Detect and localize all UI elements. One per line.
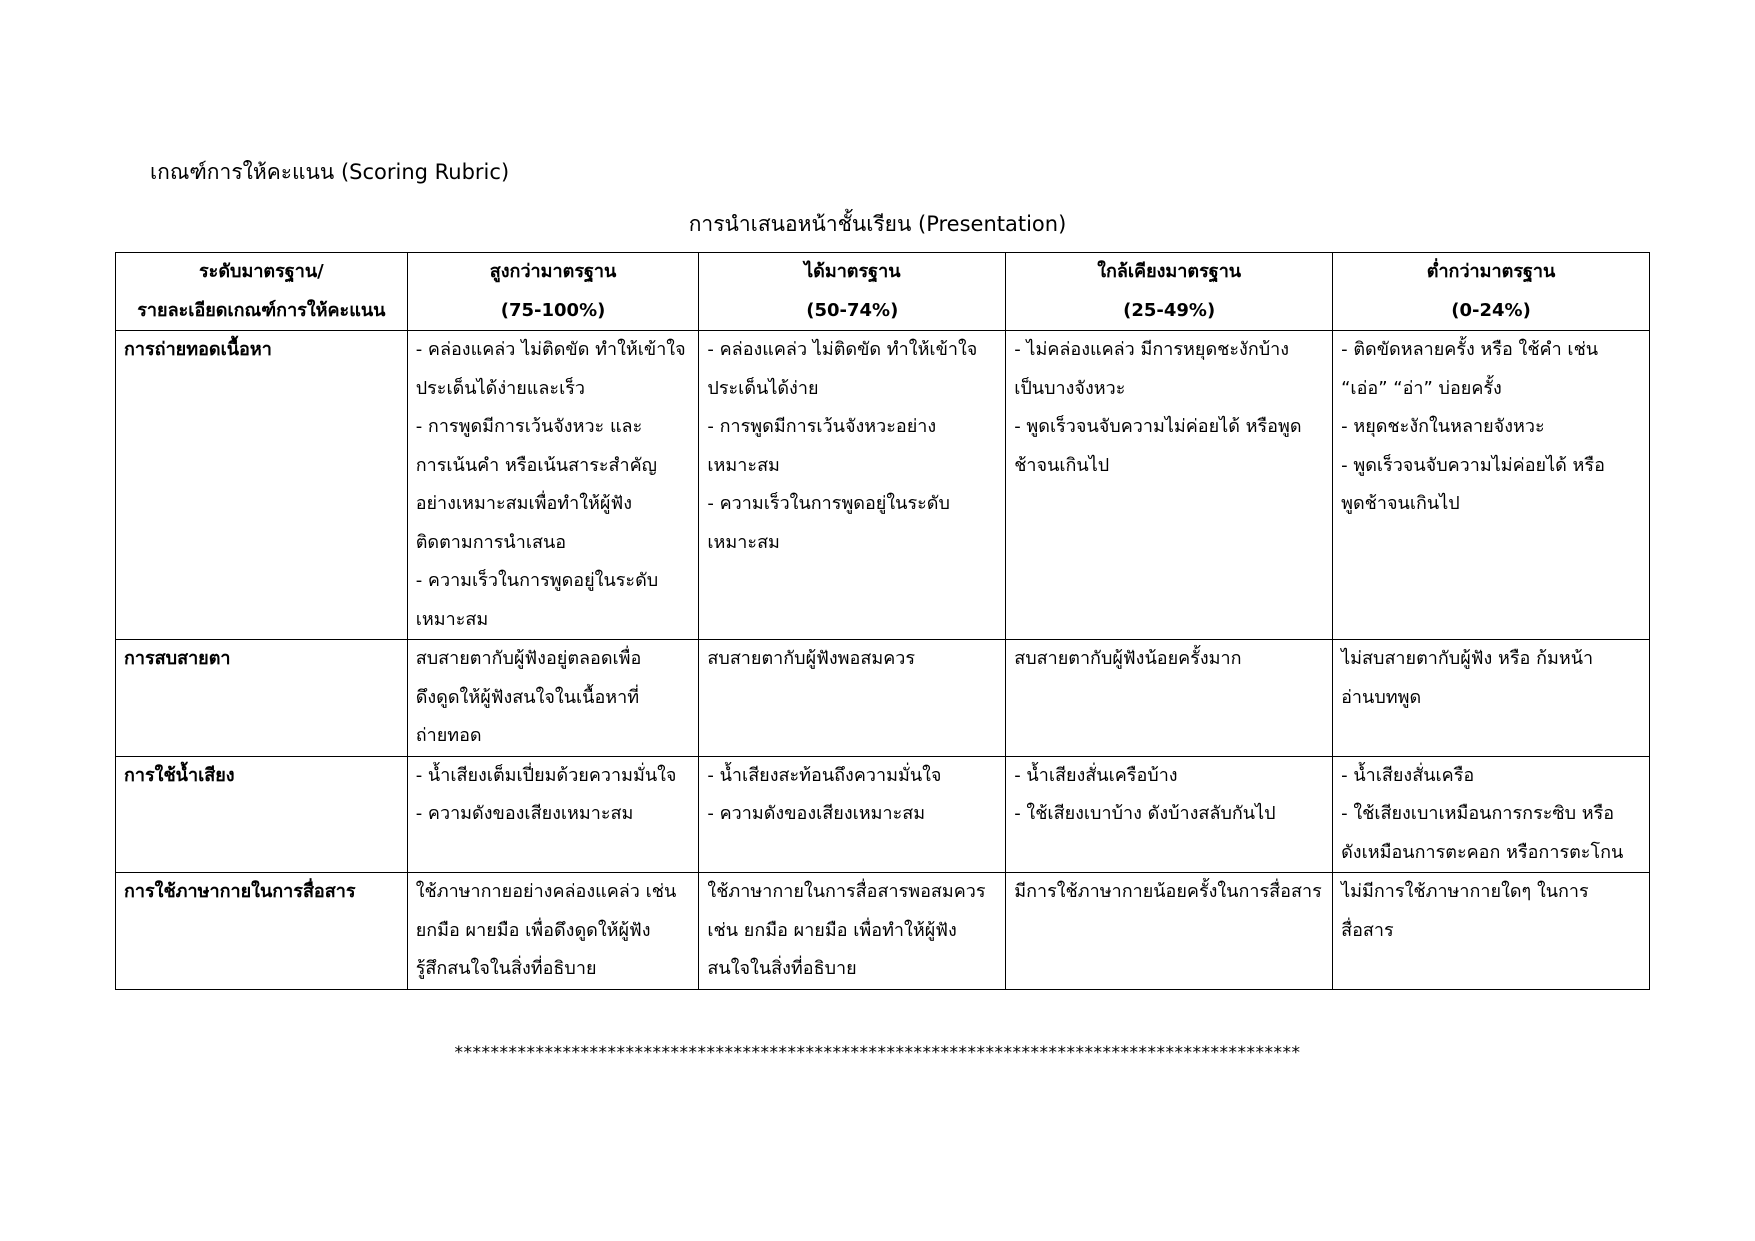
cell-line: ดังเหมือนการตะคอก หรือการตะโกน: [1341, 841, 1624, 863]
cell-line: สบสายตากับผู้ฟังน้อยครั้งมาก: [1014, 648, 1242, 669]
cell-line: สบสายตากับผู้ฟังอยู่ตลอดเพื่อ: [415, 648, 642, 669]
criterion-cell: การใช้น้ำเสียง: [116, 756, 408, 873]
cell-line: - น้ำเสียงสั่นเครือ: [1341, 764, 1475, 786]
rubric-cell: [1006, 331, 1333, 640]
rubric-cell: [1006, 873, 1333, 990]
cell-line: - ความเร็วในการพูดอยู่ในระดับ: [707, 493, 950, 514]
cell-line: เป็นบางจังหวะ: [1014, 377, 1126, 399]
page-heading: เกณฑ์การให้คะแนน (Scoring Rubric): [150, 160, 510, 184]
rubric-table: [115, 252, 1650, 990]
header-line: (50-74%): [806, 299, 899, 321]
header-line: (0-24%): [1451, 299, 1531, 321]
table-row: [116, 331, 1650, 640]
header-cell-near-standard: [1006, 253, 1333, 331]
table-row: [116, 756, 1650, 873]
cell-line: - ใช้เสียงเบาบ้าง ดังบ้างสลับกันไป: [1014, 803, 1276, 824]
rubric-cell: [1006, 756, 1333, 873]
cell-line: เหมาะสม: [415, 608, 489, 630]
rubric-cell: [1333, 640, 1650, 757]
rubric-title: การนำเสนอหน้าชั้นเรียน (Presentation): [688, 212, 1067, 236]
cell-line: ประเด็นได้ง่าย: [707, 377, 819, 399]
cell-line: - น้ำเสียงเต็มเปี่ยมด้วยความมั่นใจ: [415, 764, 677, 786]
header-line: สูงกว่ามาตรฐาน: [489, 261, 617, 282]
rubric-cell: [407, 331, 699, 640]
cell-line: เช่น ยกมือ ผายมือ เพื่อทำให้ผู้ฟัง: [707, 919, 957, 941]
cell-line: ยกมือ ผายมือ เพื่อดึงดูดให้ผู้ฟัง: [415, 919, 651, 941]
header-line: ได้มาตรฐาน: [804, 261, 901, 282]
rubric-cell: [699, 640, 1006, 757]
cell-line: สนใจในสิ่งที่อธิบาย: [707, 958, 857, 979]
header-line: ต่ำกว่ามาตรฐาน: [1426, 261, 1556, 282]
cell-line: เหมาะสม: [707, 454, 780, 476]
footer-divider: **********************************************************************************************: [454, 1043, 1301, 1063]
header-line: (25-49%): [1123, 299, 1216, 321]
rubric-cell: [1333, 331, 1650, 640]
cell-line: ใช้ภาษากายอย่างคล่องแคล่ว เช่น: [415, 881, 677, 902]
cell-line: - ใช้เสียงเบาเหมือนการกระซิบ หรือ: [1341, 803, 1615, 824]
criterion-cell: การใช้ภาษากายในการสื่อสาร: [116, 873, 408, 990]
cell-line: - น้ำเสียงสั่นเครือบ้าง: [1014, 764, 1178, 786]
cell-line: อ่านบทพูด: [1341, 686, 1422, 708]
criterion-cell: การสบสายตา: [116, 640, 408, 757]
cell-line: - พูดเร็วจนจับความไม่ค่อยได้ หรือ: [1341, 454, 1605, 476]
cell-line: ไม่มีการใช้ภาษากายใดๆ ในการสื่อสาร: [1341, 881, 1589, 941]
cell-line: ถ่ายทอด: [415, 725, 482, 746]
cell-line: ประเด็นได้ง่ายและเร็ว: [415, 377, 586, 399]
criterion-cell: การถ่ายทอดเนื้อหา: [116, 331, 408, 640]
table-row: [116, 873, 1650, 990]
cell-line: รู้สึกสนใจในสิ่งที่อธิบาย: [415, 958, 597, 979]
cell-line: - ความดังของเสียงเหมาะสม: [415, 803, 634, 824]
cell-line: ดึงดูดให้ผู้ฟังสนใจในเนื้อหาที่: [415, 686, 640, 708]
header-cell-below-standard: [1333, 253, 1650, 331]
cell-line: พูดช้าจนเกินไป: [1341, 493, 1460, 514]
rubric-cell: [699, 756, 1006, 873]
cell-line: “เอ่อ” “อ่า” บ่อยครั้ง: [1341, 377, 1502, 399]
rubric-cell: [1333, 756, 1650, 873]
rubric-cell: [699, 873, 1006, 990]
cell-line: - การพูดมีการเว้นจังหวะอย่าง: [707, 416, 937, 437]
cell-line: - ติดขัดหลายครั้ง หรือ ใช้คำ เช่น: [1341, 339, 1599, 360]
header-line: ใกล้เคียงมาตรฐาน: [1097, 261, 1242, 282]
cell-line: เหมาะสม: [707, 531, 780, 553]
cell-line: - ความเร็วในการพูดอยู่ในระดับ: [415, 570, 659, 591]
cell-line: อย่างเหมาะสมเพื่อทำให้ผู้ฟัง: [415, 493, 633, 514]
cell-line: - คล่องแคล่ว ไม่ติดขัด ทำให้เข้าใจ: [415, 339, 686, 360]
table-row: [116, 640, 1650, 757]
cell-line: - การพูดมีการเว้นจังหวะ และ: [415, 416, 643, 437]
cell-line: ช้าจนเกินไป: [1014, 454, 1110, 476]
cell-line: - ไม่คล่องแคล่ว มีการหยุดชะงักบ้าง: [1014, 339, 1290, 360]
header-cell-meets-standard: [699, 253, 1006, 331]
header-row: [116, 253, 1650, 331]
header-line: (75-100%): [500, 299, 606, 321]
rubric-cell: [1333, 873, 1650, 990]
cell-line: ติดตามการนำเสนอ: [415, 531, 567, 553]
header-cell-above-standard: [407, 253, 699, 331]
header-line: ระดับมาตรฐาน/: [199, 261, 324, 282]
rubric-cell: [407, 873, 699, 990]
header-line: รายละเอียดเกณฑ์การให้คะแนน: [137, 299, 386, 321]
header-cell-criteria: [116, 253, 408, 331]
cell-line: - ความดังของเสียงเหมาะสม: [707, 803, 926, 824]
cell-line: - น้ำเสียงสะท้อนถึงความมั่นใจ: [707, 764, 942, 786]
cell-line: - คล่องแคล่ว ไม่ติดขัด ทำให้เข้าใจ: [707, 339, 978, 360]
cell-line: การเน้นคำ หรือเน้นสาระสำคัญ: [415, 454, 658, 476]
cell-line: - หยุดชะงักในหลายจังหวะ: [1341, 416, 1545, 437]
cell-line: - พูดเร็วจนจับความไม่ค่อยได้ หรือพูด: [1014, 416, 1302, 437]
cell-line: ใช้ภาษากายในการสื่อสารพอสมควร: [707, 881, 986, 902]
rubric-cell: [407, 640, 699, 757]
cell-line: สบสายตากับผู้ฟังพอสมควร: [707, 648, 916, 669]
rubric-cell: [1006, 640, 1333, 757]
rubric-cell: [407, 756, 699, 873]
cell-line: มีการใช้ภาษากายน้อยครั้งในการสื่อสาร: [1014, 881, 1322, 902]
rubric-cell: [699, 331, 1006, 640]
cell-line: ไม่สบสายตากับผู้ฟัง หรือ ก้มหน้า: [1341, 648, 1594, 669]
